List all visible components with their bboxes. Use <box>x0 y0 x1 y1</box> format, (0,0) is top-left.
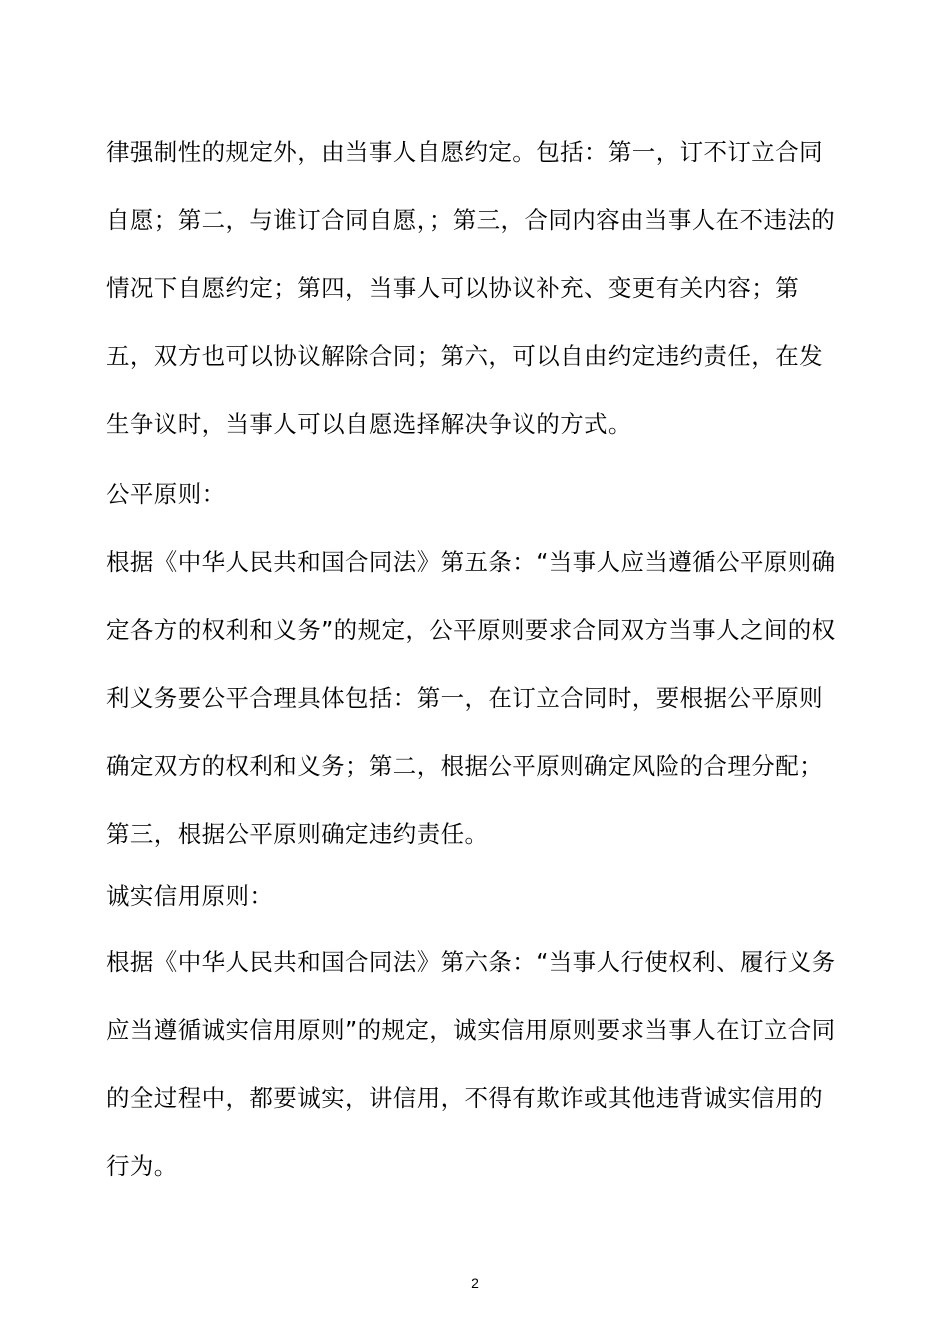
heading-fairness-principle: 公平原则： <box>106 480 226 508</box>
paragraph-fairness-principle: 根据《中华人民共和国合同法》第五条：“当事人应当遵循公平原则确定各方的权利和义务”的规定，公平原则要求合同双方当事人之间的权利义务要公平合理具体包括：第一，在订立合同时，要根据公平原则确定双方的权利和义务；第二，根据公平原则确定风险的合理分配；第三，根据公平原则确定违约责任。 <box>106 548 836 848</box>
page-number: 2 <box>471 1275 479 1291</box>
heading-good-faith-principle: 诚实信用原则： <box>106 882 274 910</box>
paragraph-good-faith-principle: 根据《中华人民共和国合同法》第六条：“当事人行使权利、履行义务应当遵循诚实信用原则”的规定，诚实信用原则要求当事人在订立合同的全过程中，都要诚实，讲信用，不得有欺诈或其他违背诚实信用的行为。 <box>106 948 836 1180</box>
paragraph-voluntary-principle: 律强制性的规定外，由当事人自愿约定。包括：第一，订不订立合同自愿；第二，与谁订合同自愿，；第三，合同内容由当事人在不违法的情况下自愿约定；第四，当事人可以协议补充、变更有关内容；第五，双方也可以协议解除合同；第六，可以自由约定违约责任，在发生争议时，当事人可以自愿选择解决争议的方式。 <box>106 138 836 438</box>
